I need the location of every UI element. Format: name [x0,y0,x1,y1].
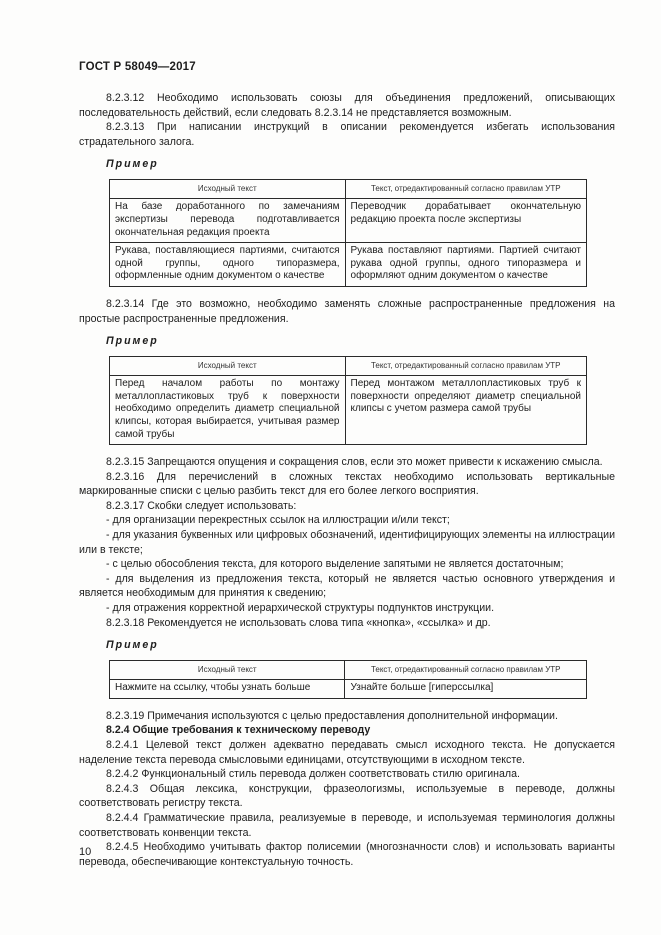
list-item: - с целью обособления текста, для которого выделение запятыми не является достаточным; [106,558,564,571]
paragraph-8-2-4-3: 8.2.4.3 Общая лексика, конструкции, фразеологизмы, используемые в переводе, должны соответствовать регистру текста. [79,782,615,810]
column-header-edited: Текст, отредактированный согласно правилам УТР [345,661,587,680]
table-cell-edited: Узнайте больше [гиперссылка] [345,680,587,699]
table-cell-edited: Перед монтажом металлопластиковых труб к поверхности определяют диаметр специальной клипсы с учетом размера самой трубы [345,376,587,445]
page-number: 10 [79,846,92,858]
page-header: ГОСТ Р 58049—2017 [79,61,196,73]
paragraph-8-2-3-18: 8.2.3.18 Рекомендуется не использовать слова типа «кнопка», «ссылка» и др. [106,616,491,629]
paragraph-8-2-3-14: 8.2.3.14 Где это возможно, необходимо заменять сложные распространенные предложения на простые распространенные предложения. [79,297,615,325]
example-table-3 [109,660,587,699]
table-row [110,680,587,699]
table-row [110,199,587,243]
paragraph-8-2-3-15: 8.2.3.15 Запрещаются опущения и сокращения слов, если это может привести к искажению смысла. [106,456,603,469]
table-cell-source: На базе доработанного по замечаниям экспертизы перевода подготавливается окончательная редакция проекта [110,199,346,243]
paragraph-8-2-4-2: 8.2.4.2 Функциональный стиль перевода должен соответствовать стилю оригинала. [106,768,520,781]
paragraph-8-2-4-1: 8.2.4.1 Целевой текст должен адекватно передавать смысл исходного текста. Не допускается наделение текста перевода смысловыми единицами, отсутствующими в исходном тексте. [79,739,615,766]
paragraph-8-2-3-16: 8.2.3.16 Для перечислений в сложных текстах необходимо использовать вертикальные маркированные списки с целью разбить текст для его более легкого восприятия. [79,470,615,498]
table-cell-edited: Рукава поставляют партиями. Партией считают рукава одной группы, одного типоразмера и оформляют одним документом о качестве [345,243,586,287]
column-header-edited: Текст, отредактированный согласно правилам УТР [345,357,587,376]
paragraph-8-2-4-4: 8.2.4.4 Грамматические правила, реализуемые в переводе, и используемая терминология должны соответствовать конвенции текста. [79,811,615,839]
list-item: - для указания буквенных или цифровых обозначений, идентифицирующих элементы на иллюстрации или в тексте; [79,529,615,556]
example-label: Пример [106,335,159,348]
example-table-2 [109,356,587,445]
list-item: - для выделения из предложения текста, который не является частью основного утверждения и является необходимым для принятия к сведению; [79,572,615,600]
table-cell-source: Перед началом работы по монтажу металлопластиковых труб к поверхности необходимо определить диаметр специальной клипсы, которая выбирается, учитывая размер самой трубы [110,376,346,445]
example-label: Пример [106,639,159,652]
example-label: Пример [106,158,159,171]
section-heading-8-2-4: 8.2.4 Общие требования к техническому переводу [106,724,371,737]
table-cell-source: Нажмите на ссылку, чтобы узнать больше [110,680,345,699]
table-cell-source: Рукава, поставляющиеся партиями, считаются одной группы, одного типоразмера, оформленные одним документом о качестве [110,243,346,287]
example-table-1 [109,179,587,287]
column-header-edited: Текст, отредактированный согласно правилам УТР [345,180,586,199]
paragraph-8-2-3-13: 8.2.3.13 При написании инструкций в описании рекомендуется избегать использования страдательного залога. [79,121,615,148]
column-header-source: Исходный текст [110,357,346,376]
list-item: - для отражения корректной иерархической структуры подпунктов инструкции. [106,602,495,615]
column-header-source: Исходный текст [110,180,346,199]
document-body [79,91,615,869]
paragraph-8-2-4-5: 8.2.4.5 Необходимо учитывать фактор полисемии (многозначности слов) и использовать варианты перевода, обеспечивающие контекстуальную точность. [79,841,615,868]
table-cell-edited: Переводчик дорабатывает окончательную редакцию проекта после экспертизы [345,199,586,243]
paragraph-8-2-3-19: 8.2.3.19 Примечания используются с целью предоставления дополнительной информации. [106,709,558,722]
table-row [110,243,587,287]
list-item: - для организации перекрестных ссылок на иллюстрации и/или текст; [106,514,450,527]
paragraph-8-2-3-17: 8.2.3.17 Скобки следует использовать: [106,499,297,512]
table-row [110,376,587,445]
column-header-source: Исходный текст [110,661,345,680]
paragraph-8-2-3-12: 8.2.3.12 Необходимо использовать союзы для объединения предложений, описывающих последовательность действий, если следовать 8.2.3.14 не представляется возможным. [79,92,615,119]
